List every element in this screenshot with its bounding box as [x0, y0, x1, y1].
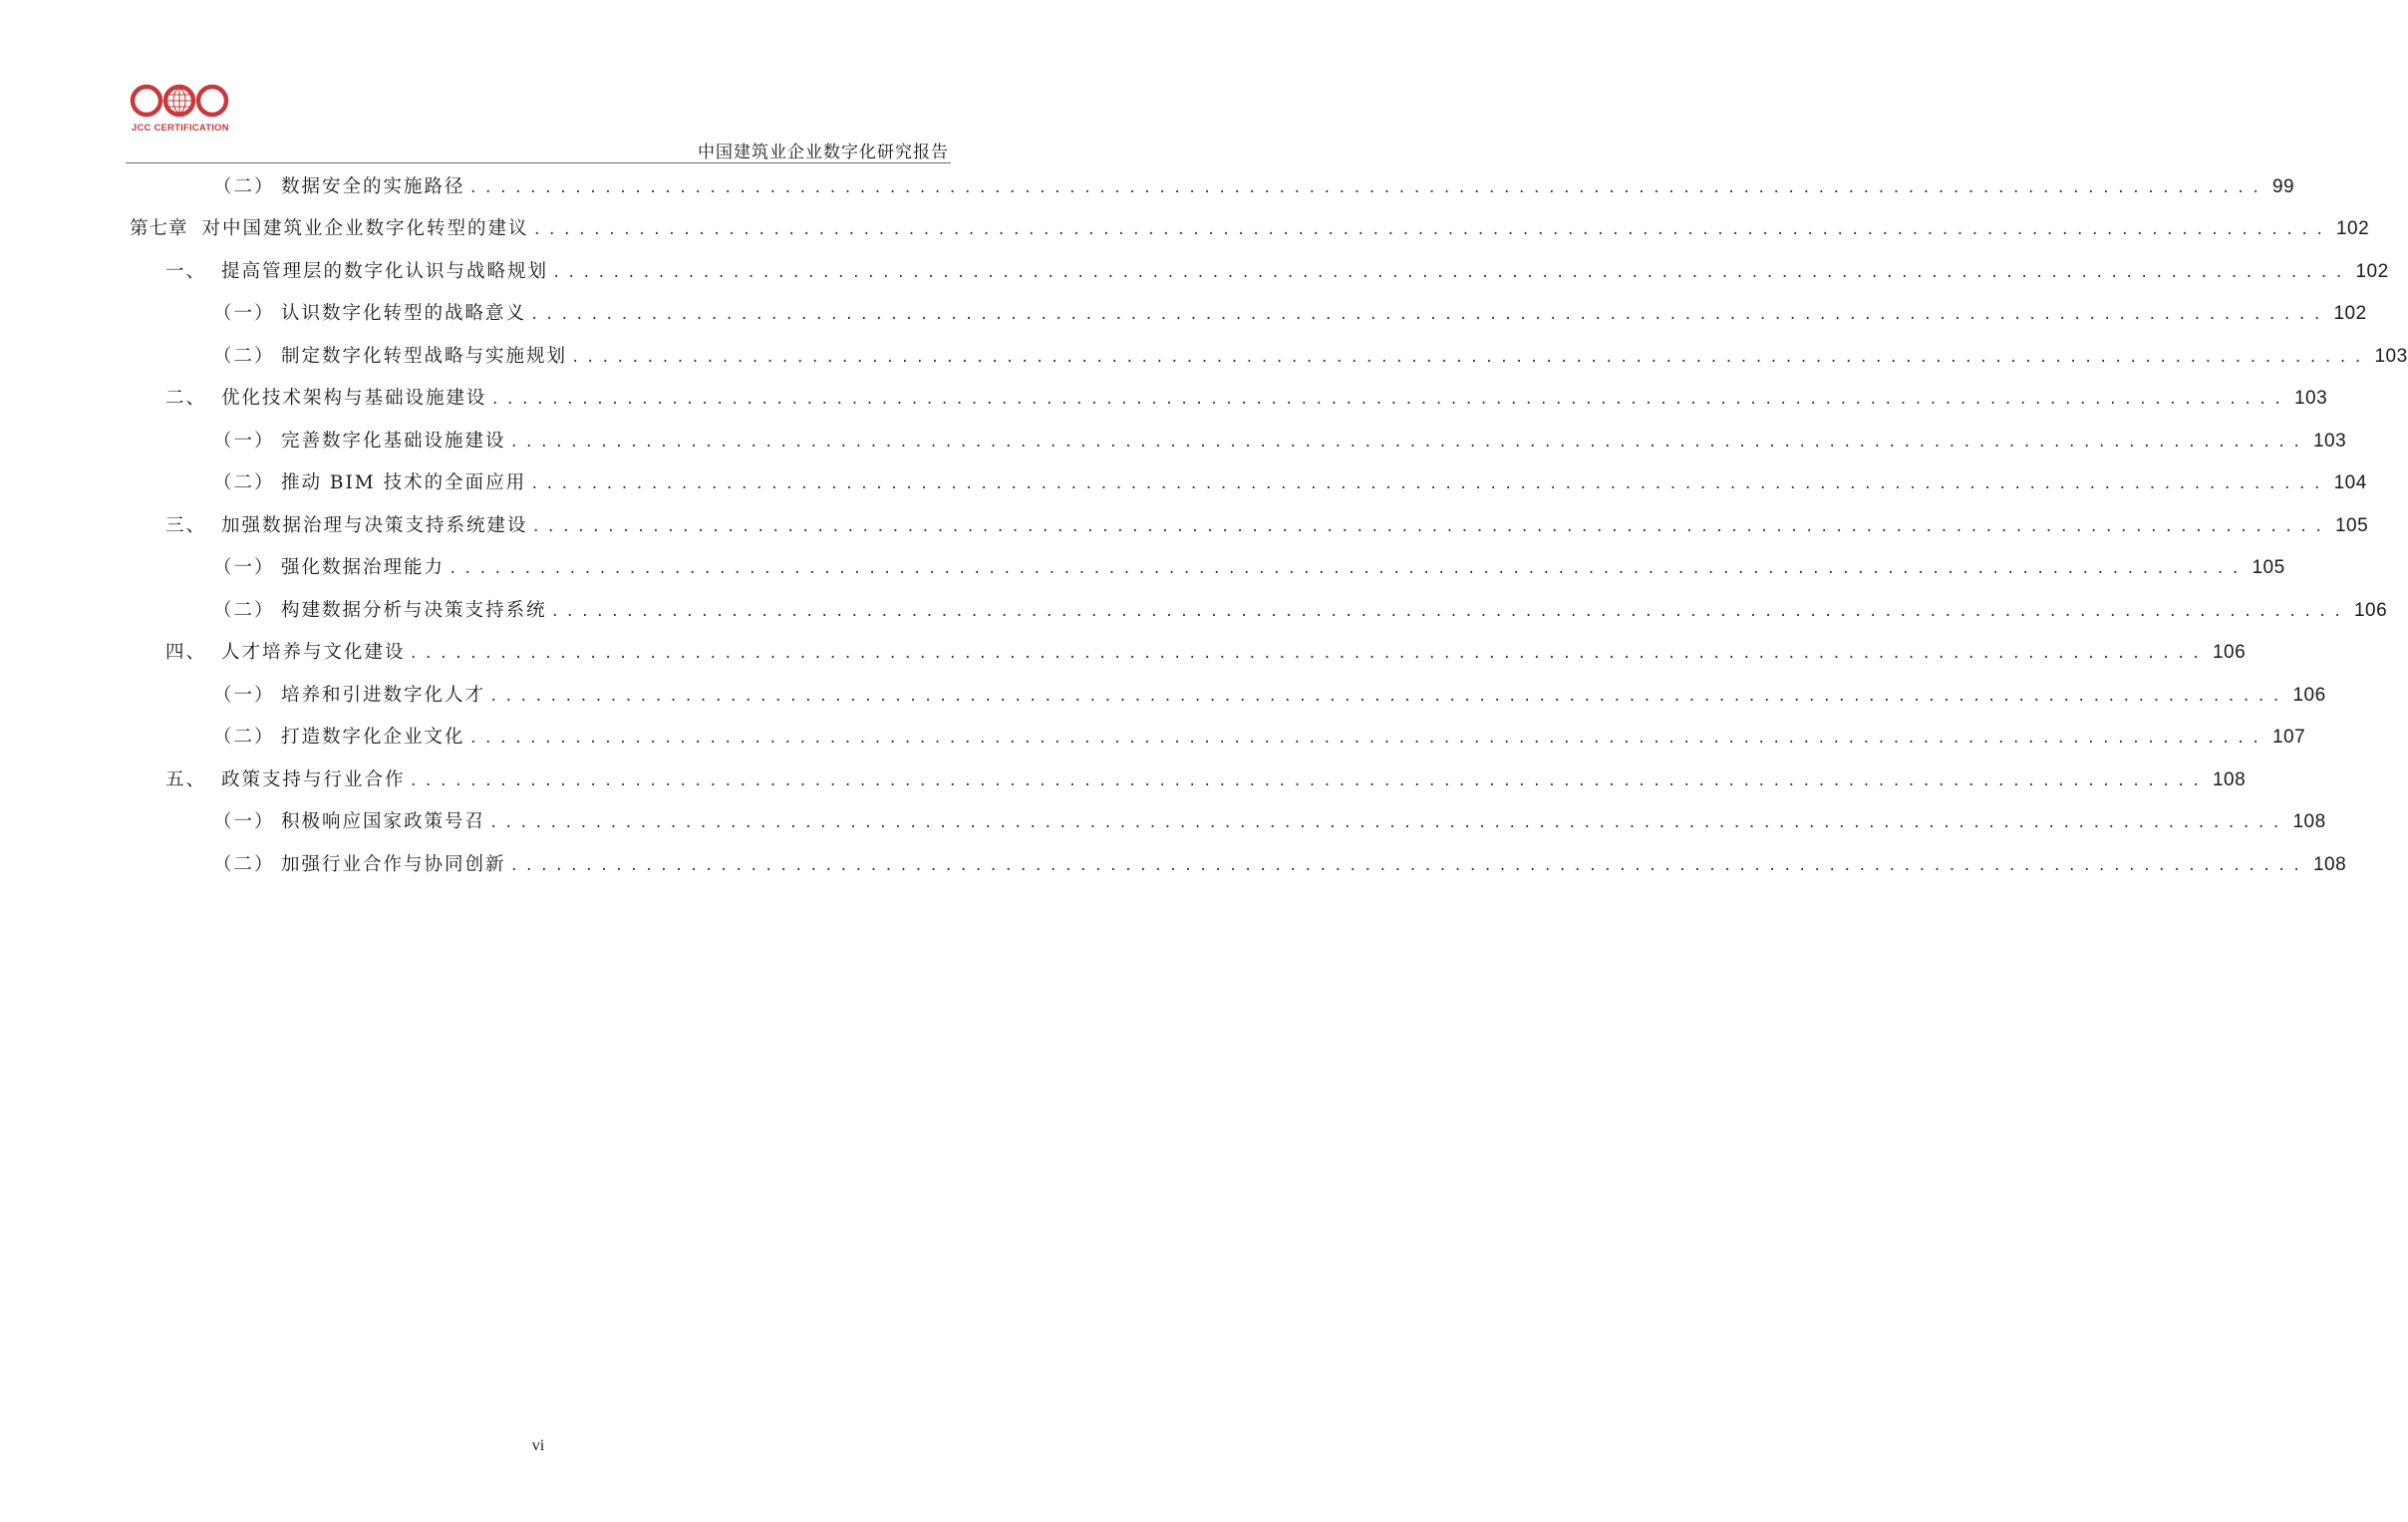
- toc-entry-number: 二、: [165, 388, 207, 409]
- toc-dot-leader: ........................................................................................................................: [409, 773, 2207, 789]
- report-header-title: 中国建筑业企业数字化研究报告: [698, 143, 949, 162]
- toc-entry[interactable]: [213, 723, 2306, 753]
- toc-entry[interactable]: [213, 553, 2285, 583]
- toc-entry-number: （二）: [213, 727, 275, 748]
- header-divider: [126, 162, 951, 163]
- toc-dot-leader: ........................................................................................................................: [531, 519, 2329, 535]
- toc-entry-page: 105: [2334, 515, 2369, 536]
- toc-entry[interactable]: [213, 299, 2367, 329]
- toc-entry-title: 推动 BIM 技术的全面应用: [281, 472, 527, 493]
- toc-entry-title: 打造数字化企业文化: [281, 727, 465, 748]
- toc-dot-leader: ........................................................................................................................: [468, 731, 2266, 747]
- toc-entry-page: 108: [2312, 854, 2347, 875]
- toc-dot-leader: ........................................................................................................................: [571, 350, 2369, 366]
- toc-entry-number: （一）: [213, 685, 275, 706]
- toc-entry-title: 加强行业合作与协同创新: [281, 854, 506, 875]
- toc-entry-number: 一、: [165, 261, 207, 282]
- toc-entry-number: 第七章: [130, 218, 188, 239]
- toc-entry-title: 加强数据治理与决策支持系统建设: [221, 515, 528, 536]
- toc-entry-title: 完善数字化基础设施建设: [281, 431, 506, 452]
- toc-entry[interactable]: [213, 342, 2408, 372]
- toc-entry-page: 106: [2353, 600, 2388, 621]
- toc-entry[interactable]: [213, 427, 2347, 457]
- toc-entry-number: 五、: [165, 769, 207, 790]
- toc-entry-page: 102: [2333, 303, 2367, 324]
- toc-entry-page: 103: [2312, 431, 2347, 452]
- toc-entry-title: 积极响应国家政策号召: [281, 811, 486, 832]
- toc-entry-title: 优化技术架构与基础设施建设: [221, 388, 487, 409]
- toc-entry[interactable]: [213, 807, 2326, 837]
- toc-entry-page: 106: [2212, 642, 2247, 663]
- toc-entry-title: 培养和引进数字化人才: [281, 685, 486, 706]
- toc-entry-number: （一）: [213, 557, 275, 578]
- toc-entry-page: 108: [2212, 769, 2247, 790]
- toc-dot-leader: ........................................................................................................................: [530, 307, 2328, 323]
- toc-entry[interactable]: [213, 681, 2326, 711]
- toc-entry-number: （一）: [213, 303, 275, 324]
- toc-dot-leader: ........................................................................................................................: [550, 604, 2348, 620]
- toc-entry-number: （二）: [213, 854, 275, 875]
- toc-entry-page: 102: [2335, 218, 2370, 239]
- toc-entry-number: （二）: [213, 600, 275, 621]
- toc-entry[interactable]: [213, 172, 2295, 202]
- toc-entry-number: （二）: [213, 346, 275, 367]
- toc-entry-page: 103: [2374, 346, 2408, 367]
- toc-entry-title: 构建数据分析与决策支持系统: [281, 600, 547, 621]
- toc-dot-leader: ........................................................................................................................: [530, 476, 2328, 492]
- toc-entry-number: （二）: [213, 176, 275, 197]
- toc-entry-number: 三、: [165, 515, 207, 536]
- toc-dot-leader: ........................................................................................................................: [552, 265, 2350, 281]
- toc-entry-title: 对中国建筑业企业数字化转型的建议: [201, 218, 529, 239]
- page-number: vi: [531, 1437, 545, 1454]
- toc-entry-number: （一）: [213, 811, 275, 832]
- toc-entry-page: 103: [2293, 388, 2328, 409]
- toc-dot-leader: ........................................................................................................................: [509, 435, 2307, 451]
- toc-entry-number: （二）: [213, 472, 275, 493]
- toc-entry[interactable]: [165, 257, 2389, 287]
- toc-entry-page: 99: [2271, 176, 2295, 197]
- toc-entry[interactable]: [165, 511, 2369, 541]
- toc-entry[interactable]: [130, 214, 2370, 244]
- toc-entry-title: 制定数字化转型战略与实施规划: [281, 346, 568, 367]
- toc-dot-leader: ........................................................................................................................: [409, 646, 2207, 662]
- toc-entry-page: 102: [2355, 261, 2389, 282]
- toc-dot-leader: ........................................................................................................................: [489, 689, 2287, 705]
- toc-entry[interactable]: [165, 384, 2328, 414]
- toc-entry[interactable]: [213, 850, 2347, 880]
- toc-entry-page: 105: [2252, 557, 2285, 578]
- toc-entry[interactable]: [213, 468, 2367, 498]
- toc-entry-title: 强化数据治理能力: [281, 557, 446, 578]
- toc-dot-leader: ........................................................................................................................: [490, 392, 2288, 408]
- toc-dot-leader: ........................................................................................................................: [532, 222, 2330, 238]
- logo-wordmark: JCC CERTIFICATION: [132, 123, 229, 134]
- toc-entry-title: 认识数字化转型的战略意义: [281, 303, 527, 324]
- toc-entry-page: 104: [2333, 472, 2367, 493]
- toc-entry-title: 提高管理层的数字化认识与战略规划: [221, 261, 549, 282]
- toc-entry-number: （一）: [213, 431, 275, 452]
- toc-entry[interactable]: [213, 596, 2388, 626]
- toc-dot-leader: ........................................................................................................................: [449, 561, 2247, 577]
- toc-entry-page: 106: [2292, 685, 2326, 706]
- toc-entry[interactable]: [165, 638, 2247, 668]
- toc-dot-leader: ........................................................................................................................: [509, 858, 2307, 874]
- toc-entry-number: 四、: [165, 642, 207, 663]
- toc-entry-title: 人才培养与文化建设: [221, 642, 406, 663]
- toc-entry-title: 政策支持与行业合作: [221, 769, 406, 790]
- toc-dot-leader: ........................................................................................................................: [468, 180, 2266, 196]
- toc-entry-title: 数据安全的实施路径: [281, 176, 465, 197]
- toc-entry[interactable]: [165, 765, 2247, 795]
- toc-entry-page: 107: [2271, 727, 2306, 748]
- toc-dot-leader: ........................................................................................................................: [489, 815, 2287, 831]
- toc-entry-page: 108: [2292, 811, 2326, 832]
